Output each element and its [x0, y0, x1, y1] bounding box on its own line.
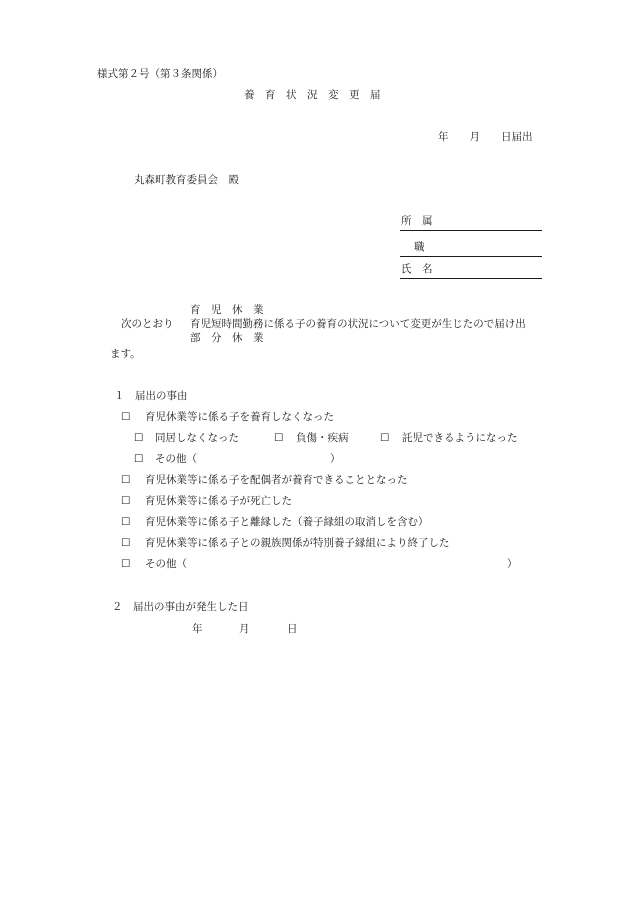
statement-body: 育児短時間勤務に係る子の養育の状況について変更が生じたので届け出 — [190, 318, 526, 330]
section1-heading: １ 届出の事由 — [114, 390, 188, 402]
checkbox[interactable]: ☐ — [121, 474, 131, 486]
affiliation-label: 所 属 — [401, 215, 433, 227]
checkbox[interactable]: ☐ — [134, 432, 144, 444]
submission-date: 年 月 日届出 — [438, 131, 533, 143]
paren-close: ） — [507, 558, 518, 570]
form-number: 様式第２号（第３条関係） — [97, 68, 223, 80]
checkbox[interactable]: ☐ — [134, 453, 144, 465]
checkbox[interactable]: ☐ — [121, 495, 131, 507]
checkbox[interactable]: ☐ — [274, 432, 284, 444]
occurrence-year-label: 年 — [192, 623, 203, 635]
name-label: 氏 名 — [401, 263, 433, 275]
addressee: 丸森町教育委員会 殿 — [134, 174, 239, 186]
reason-injury-illness: 負傷・疾病 — [296, 432, 349, 444]
section2-heading: ２ 届出の事由が発生した日 — [112, 601, 249, 613]
paren-close: ） — [330, 453, 341, 465]
reason-childcare-available: 託児できるようになった — [402, 432, 518, 444]
name-field[interactable] — [400, 264, 542, 279]
position-label: 職 — [414, 241, 425, 253]
checkbox[interactable]: ☐ — [121, 537, 131, 549]
option-partial-leave: 部 分 休 業 — [190, 332, 264, 344]
occurrence-month-label: 月 — [239, 623, 250, 635]
position-field[interactable] — [400, 242, 542, 257]
reason-other: その他（ — [145, 558, 187, 570]
option-childcare-leave: 育 児 休 業 — [190, 304, 264, 316]
checkbox[interactable]: ☐ — [121, 558, 131, 570]
checkbox[interactable]: ☐ — [380, 432, 390, 444]
statement-suffix: ます。 — [110, 348, 141, 360]
reason-no-longer-raising: 育児休業等に係る子を養育しなくなった — [145, 411, 334, 423]
affiliation-field[interactable] — [400, 216, 542, 231]
reason-special-adoption-ended: 育児休業等に係る子との親族関係が特別養子縁組により終了した — [145, 537, 450, 549]
document-title: 養 育 状 況 変 更 届 — [244, 89, 381, 101]
reason-spouse-can-raise: 育児休業等に係る子を配偶者が養育できることとなった — [145, 474, 408, 486]
checkbox[interactable]: ☐ — [121, 516, 131, 528]
reason-not-living-together: 同居しなくなった — [155, 432, 239, 444]
reason-other-sub: その他（ — [155, 453, 197, 465]
occurrence-day-label: 日 — [287, 623, 298, 635]
reason-adoption-dissolved: 育児休業等に係る子と離縁した（養子縁組の取消しを含む） — [145, 516, 429, 528]
statement-prefix: 次のとおり — [121, 318, 174, 330]
reason-child-died: 育児休業等に係る子が死亡した — [145, 495, 292, 507]
checkbox[interactable]: ☐ — [121, 411, 131, 423]
